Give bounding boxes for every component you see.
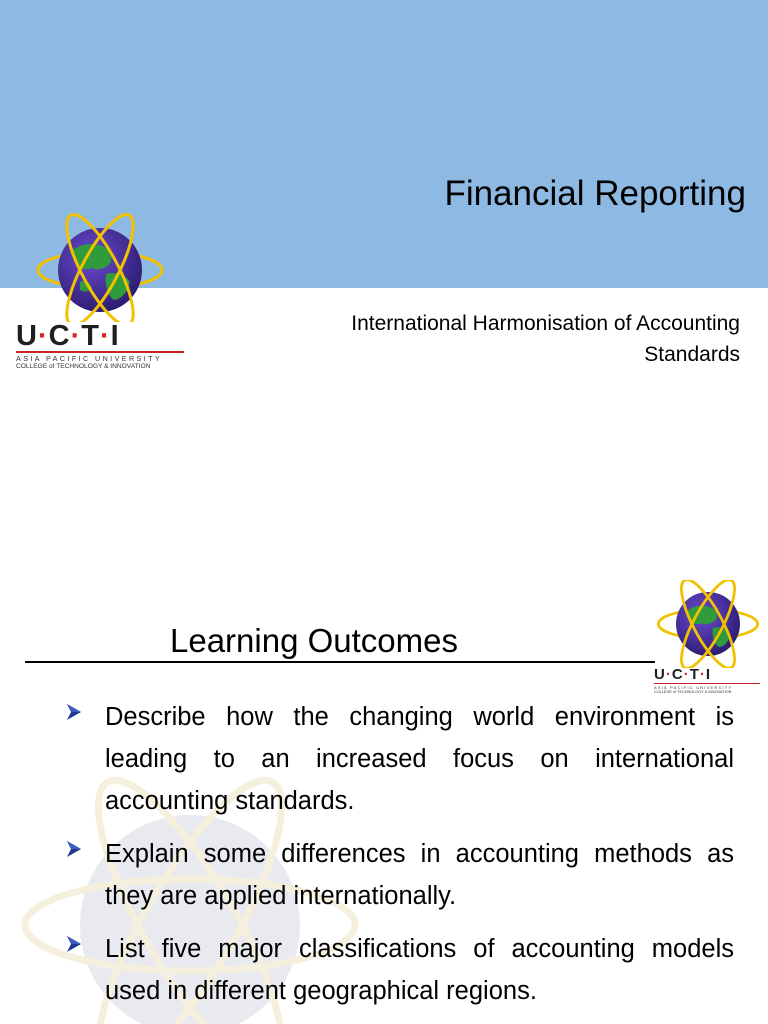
subtitle-line-2: Standards [644,343,740,366]
bullet-arrow-icon [64,839,84,859]
heading-underline [25,661,655,663]
list-item [64,928,734,1012]
logo-university: ASIA PACIFIC UNIVERSITY [654,685,733,690]
subtitle-line-1: International Harmonisation of Accounting [351,312,740,335]
bullet-arrow-icon [64,934,84,954]
slide-heading: Learning Outcomes [170,622,458,659]
slide-title: Financial Reporting [444,174,746,213]
logo-rule [654,683,760,684]
learning-outcomes-list [64,696,734,1023]
logo-college: COLLEGE of TECHNOLOGY & INNOVATION [16,363,151,370]
bullet-arrow-icon [64,702,84,722]
globe-logo-icon [30,212,170,322]
bullet-text: List five major classifications of accounting models used in different geographical regions. [105,935,734,1005]
bullet-text: Explain some differences in accounting methods as they are applied internationally. [105,840,734,910]
globe-logo-icon [652,580,764,668]
ucti-logo-text-small [654,668,762,694]
ucti-letters: U·C·T·I [16,320,120,352]
list-item [64,833,734,917]
ucti-logo-text [16,322,188,370]
logo-university: ASIA PACIFIC UNIVERSITY [16,354,163,363]
logo-college: COLLEGE of TECHNOLOGY & INNOVATION [654,690,732,694]
list-item [64,696,734,822]
slide-subtitle [240,308,740,370]
bullet-text: Describe how the changing world environment is leading to an increased focus on international accounting standards. [105,703,734,815]
learning-outcomes-slide [0,560,768,1024]
ucti-letters: U·C·T·I [654,666,712,683]
